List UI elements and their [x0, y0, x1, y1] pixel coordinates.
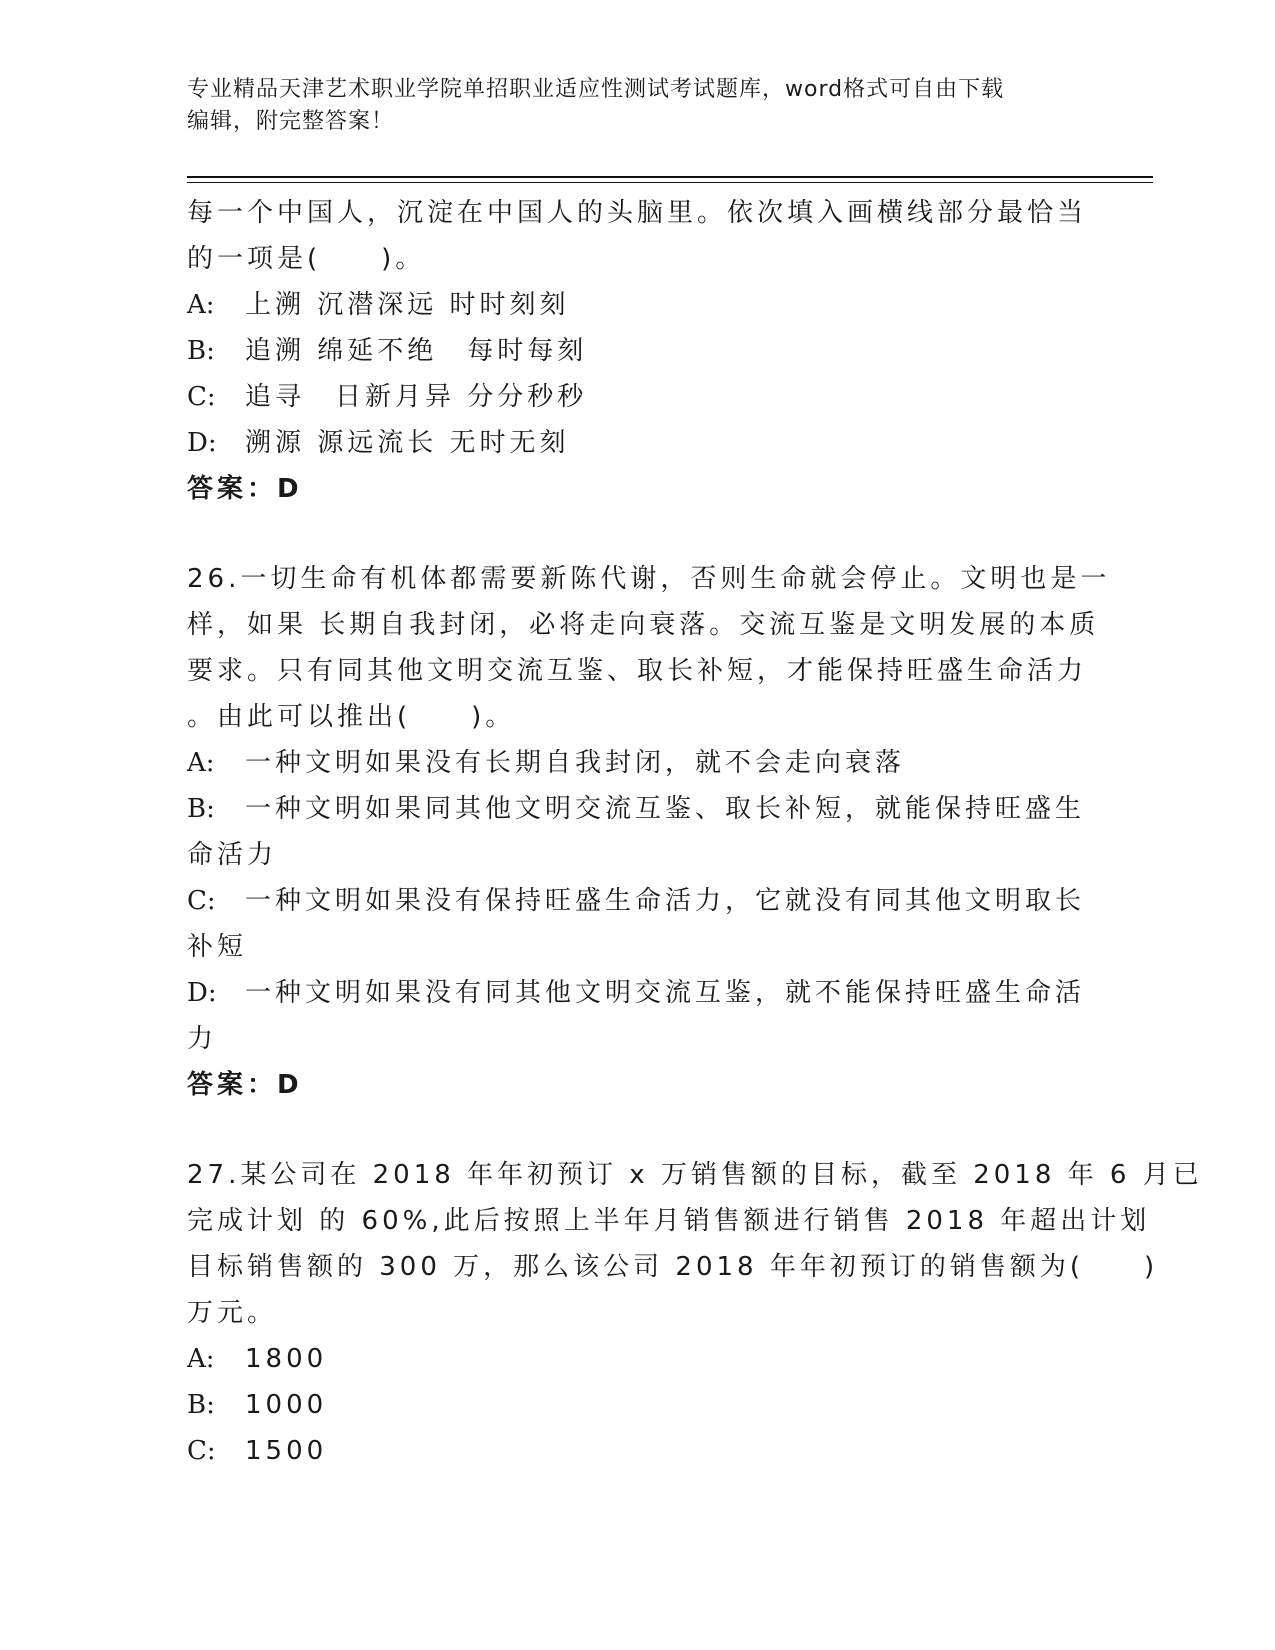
option-text: 一种文明如果同其他文明交流互鉴、取长补短，就能保持旺盛生 — [245, 794, 1086, 824]
option-text: 1500 — [245, 1436, 328, 1466]
option-d — [187, 970, 1087, 1016]
option-text: 追寻 日新月异 分分秒秒 — [245, 382, 588, 412]
option-label: C: — [187, 1436, 216, 1466]
question-stem-line: 27.某公司在 2018 年年初预订 x 万销售额的目标，截至 2018 年 6 月已 — [187, 1160, 1203, 1190]
header-line: 专业精品天津艺术职业学院单招职业适应性测试考试题库，word格式可自由下载 — [187, 77, 1005, 102]
document-header — [187, 74, 1067, 138]
option-label: D: — [187, 978, 217, 1008]
option-c — [187, 1428, 1087, 1474]
header-divider — [187, 182, 1153, 183]
question-stem-line: 样，如果 长期自我封闭，必将走向衰落。交流互鉴是文明发展的本质 — [187, 610, 1100, 640]
header-divider — [187, 176, 1153, 178]
option-a — [187, 740, 1087, 786]
option-text-continued: 补短 — [187, 932, 248, 962]
option-text: 溯源 源远流长 无时无刻 — [245, 428, 570, 458]
question-stem-line: 要求。只有同其他文明交流互鉴、取长补短，才能保持旺盛生命活力 — [187, 656, 1088, 686]
option-text-continued: 命活力 — [187, 840, 278, 870]
question-stem-line: 的一项是( )。 — [187, 244, 426, 274]
option-label: A: — [187, 290, 215, 320]
question-stem-line: 26.一切生命有机体都需要新陈代谢，否则生命就会停止。文明也是一 — [187, 564, 1111, 594]
option-b — [187, 328, 1087, 374]
question-stem-line: 。由此可以推出( )。 — [187, 702, 516, 732]
option-label: B: — [187, 336, 215, 366]
option-text: 追溯 绵延不绝 每时每刻 — [245, 336, 588, 366]
option-text: 1800 — [245, 1344, 328, 1374]
option-label: B: — [187, 794, 215, 824]
option-text: 一种文明如果没有长期自我封闭，就不会走向衰落 — [245, 748, 906, 778]
option-b — [187, 1382, 1087, 1428]
question-26 — [187, 556, 1111, 1108]
option-text: 一种文明如果没有同其他文明交流互鉴，就不能保持旺盛生命活 — [245, 978, 1086, 1008]
option-text: 1000 — [245, 1390, 328, 1420]
option-label: A: — [187, 748, 215, 778]
option-c — [187, 374, 1087, 420]
option-label: B: — [187, 1390, 215, 1420]
question-stem-line: 完成计划 的 60%,此后按照上半年月销售额进行销售 2018 年超出计划 — [187, 1206, 1151, 1236]
question-27 — [187, 1152, 1203, 1474]
option-a — [187, 1336, 1087, 1382]
option-b — [187, 786, 1087, 832]
option-label: C: — [187, 886, 216, 916]
answer-line: 答案：D — [187, 1070, 303, 1100]
option-a — [187, 282, 1087, 328]
header-line: 编辑，附完整答案！ — [187, 109, 395, 134]
question-25 — [187, 190, 1087, 512]
option-text-continued: 力 — [187, 1024, 218, 1054]
question-list — [187, 190, 1203, 1474]
answer-line: 答案：D — [187, 474, 303, 504]
option-d — [187, 420, 1087, 466]
question-stem-line: 万元。 — [187, 1298, 278, 1328]
question-stem-line: 目标销售额的 300 万，那么该公司 2018 年年初预订的销售额为( ) — [187, 1252, 1159, 1282]
option-label: A: — [187, 1344, 215, 1374]
option-label: C: — [187, 382, 216, 412]
option-c — [187, 878, 1087, 924]
option-text: 上溯 沉潜深远 时时刻刻 — [245, 290, 570, 320]
question-stem-line: 每一个中国人，沉淀在中国人的头脑里。依次填入画横线部分最恰当 — [187, 198, 1088, 228]
option-text: 一种文明如果没有保持旺盛生命活力，它就没有同其他文明取长 — [245, 886, 1086, 916]
option-label: D: — [187, 428, 217, 458]
